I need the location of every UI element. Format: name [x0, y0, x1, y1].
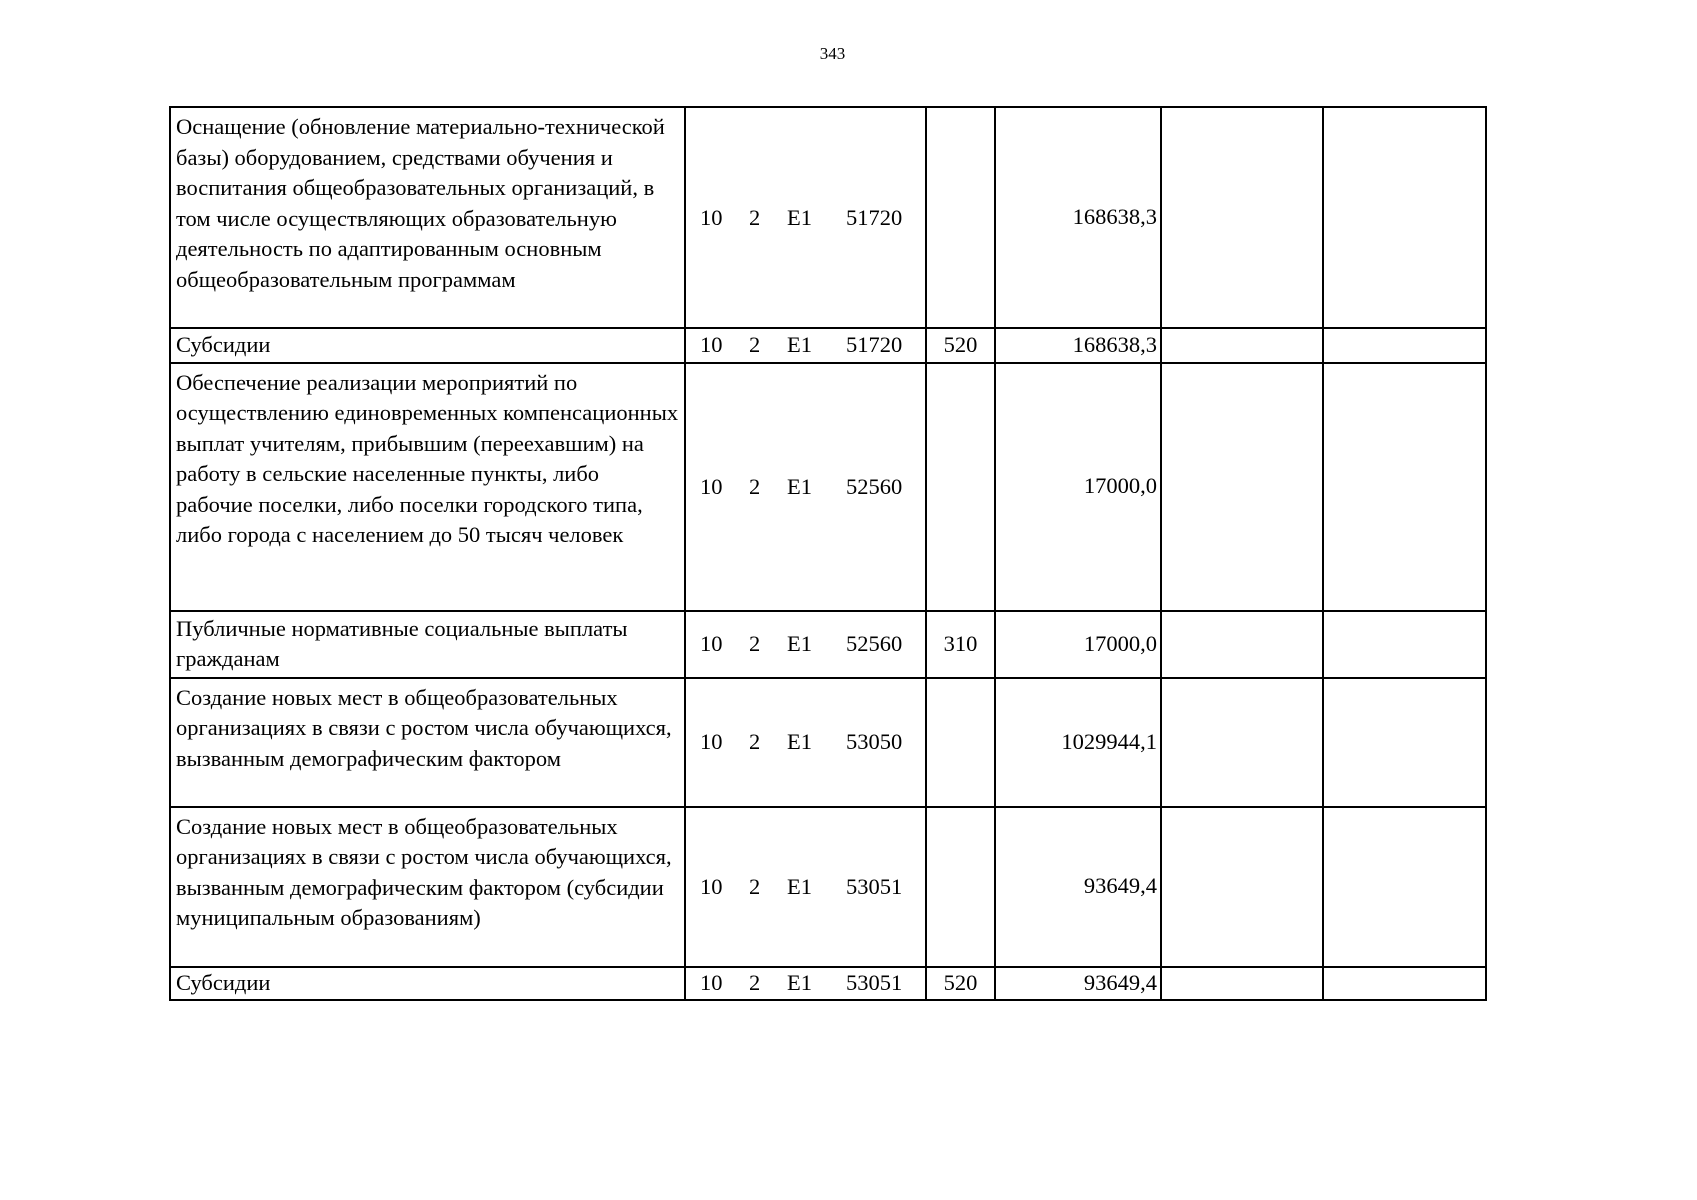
table-row [170, 611, 1486, 678]
row-codes [685, 967, 926, 1001]
table-row [170, 363, 1486, 611]
row-expense-type: 520 [926, 328, 995, 363]
row-name: Субсидии [170, 967, 685, 1001]
row-amount: 168638,3 [995, 328, 1161, 363]
code-direction: 53051 [846, 873, 903, 899]
row-empty-cell [1161, 107, 1323, 328]
table-row [170, 328, 1486, 363]
code-project: E1 [787, 873, 812, 899]
row-empty-cell [1323, 807, 1486, 967]
row-amount: 168638,3 [995, 107, 1161, 328]
budget-table [169, 106, 1487, 1001]
row-empty-cell [1323, 967, 1486, 1001]
code-section: 10 [700, 873, 723, 899]
row-empty-cell [1323, 107, 1486, 328]
row-empty-cell [1161, 328, 1323, 363]
row-amount: 93649,4 [995, 967, 1161, 1001]
row-name: Публичные нормативные социальные выплаты гражданам [170, 611, 685, 678]
row-codes [685, 328, 926, 363]
row-amount: 1029944,1 [995, 678, 1161, 807]
code-section: 10 [700, 970, 723, 995]
code-direction: 51720 [846, 332, 903, 357]
row-empty-cell [1161, 678, 1323, 807]
code-project: E1 [787, 204, 812, 230]
row-name: Создание новых мест в общеобразовательных организациях в связи с ростом числа обучающихся, вызванным демографическим фактором (субсидии муниципальным образованиям) [170, 807, 685, 967]
row-name: Субсидии [170, 328, 685, 363]
table-row [170, 678, 1486, 807]
row-empty-cell [1323, 328, 1486, 363]
row-name: Оснащение (обновление материально-технической базы) оборудованием, средствами обучения и воспитания общеобразовательных организаций, в том числе осуществляющих образовательную деятельность по адаптированным основным общеобразовательным программам [170, 107, 685, 328]
code-direction: 52560 [846, 473, 903, 499]
code-subprogram: 2 [749, 332, 761, 357]
code-project: E1 [787, 473, 812, 499]
row-codes [685, 611, 926, 678]
row-codes [685, 678, 926, 807]
code-section: 10 [700, 204, 723, 230]
page-number: 343 [819, 44, 846, 63]
code-subprogram: 2 [749, 873, 761, 899]
code-subprogram: 2 [749, 473, 761, 499]
code-project: E1 [787, 630, 812, 656]
code-subprogram: 2 [749, 728, 761, 754]
code-subprogram: 2 [749, 970, 761, 995]
row-name: Обеспечение реализации мероприятий по осуществлению единовременных компенсационных выплат учителям, прибывшим (переехавшим) на работу в сельские населенные пункты, либо рабочие поселки, либо поселки городского типа, либо города с населением до 50 тысяч человек [170, 363, 685, 611]
row-empty-cell [1323, 611, 1486, 678]
row-expense-type [926, 807, 995, 967]
row-empty-cell [1161, 967, 1323, 1001]
row-amount: 93649,4 [995, 807, 1161, 967]
row-expense-type [926, 107, 995, 328]
row-empty-cell [1323, 678, 1486, 807]
code-section: 10 [700, 630, 723, 656]
row-codes [685, 807, 926, 967]
row-codes [685, 363, 926, 611]
row-name: Создание новых мест в общеобразовательных организациях в связи с ростом числа обучающихся, вызванным демографическим фактором [170, 678, 685, 807]
row-expense-type: 520 [926, 967, 995, 1001]
code-subprogram: 2 [749, 630, 761, 656]
code-section: 10 [700, 473, 723, 499]
code-direction: 53050 [846, 728, 903, 754]
row-empty-cell [1161, 807, 1323, 967]
row-amount: 17000,0 [995, 363, 1161, 611]
table-row [170, 107, 1486, 328]
row-empty-cell [1323, 363, 1486, 611]
table-row [170, 967, 1486, 1001]
code-direction: 53051 [846, 970, 903, 995]
code-project: E1 [787, 728, 812, 754]
code-project: E1 [787, 970, 812, 995]
code-direction: 51720 [846, 204, 903, 230]
row-expense-type [926, 363, 995, 611]
table-row [170, 807, 1486, 967]
row-codes [685, 107, 926, 328]
code-direction: 52560 [846, 630, 903, 656]
code-section: 10 [700, 332, 723, 357]
row-amount: 17000,0 [995, 611, 1161, 678]
code-project: E1 [787, 332, 812, 357]
row-expense-type [926, 678, 995, 807]
row-expense-type: 310 [926, 611, 995, 678]
row-empty-cell [1161, 611, 1323, 678]
row-empty-cell [1161, 363, 1323, 611]
code-section: 10 [700, 728, 723, 754]
code-subprogram: 2 [749, 204, 761, 230]
